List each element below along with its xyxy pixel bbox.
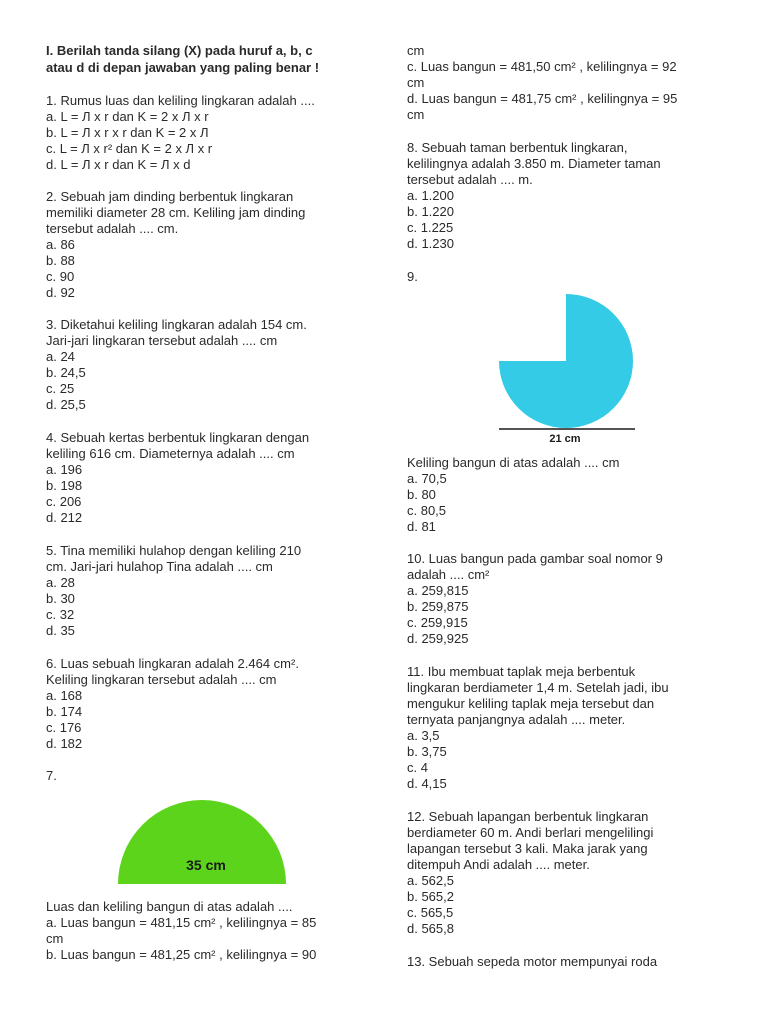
- question-text: 13. Sebuah sepeda motor mempunyai roda: [407, 954, 658, 969]
- option-b: b. 198: [46, 478, 83, 493]
- option-c: c. 565,5: [407, 905, 454, 920]
- option-a: a. 562,5: [407, 873, 454, 888]
- question-text: cm. Jari-jari hulahop Tina adalah .... cm: [46, 559, 273, 574]
- option-c: c. 206: [46, 494, 82, 509]
- option-d: d. 259,925: [407, 631, 469, 646]
- question-text: lingkaran berdiameter 1,4 m. Setelah jadi, ibu: [407, 680, 669, 695]
- semicircle-figure: [116, 794, 288, 886]
- option-d: d. 4,15: [407, 776, 447, 791]
- option-a: a. 196: [46, 462, 83, 477]
- question-number: 9.: [407, 269, 418, 284]
- three-quarter-circle-figure: [493, 290, 641, 448]
- option-a: a. 28: [46, 575, 75, 590]
- option-c: c. 4: [407, 760, 428, 775]
- option-d: d. 92: [46, 285, 75, 300]
- option-b: b. 1.220: [407, 204, 454, 219]
- question-text: Keliling bangun di atas adalah .... cm: [407, 455, 620, 470]
- option-b-unit: cm: [407, 43, 425, 58]
- question-text: kelilingnya adalah 3.850 m. Diameter taman: [407, 156, 661, 171]
- option-c: c. Luas bangun = 481,50 cm² , kelilingnya = 92: [407, 59, 677, 74]
- option-d: d. 35: [46, 623, 75, 638]
- option-b: b. L = Л x r x r dan K = 2 x Л: [46, 125, 209, 140]
- option-d: d. 81: [407, 519, 436, 534]
- option-b: b. 88: [46, 253, 75, 268]
- question-text: keliling 616 cm. Diameternya adalah .... cm: [46, 446, 295, 461]
- option-b: b. 30: [46, 591, 75, 606]
- question-text: 4. Sebuah kertas berbentuk lingkaran dengan: [46, 430, 310, 445]
- option-b: b. 24,5: [46, 365, 86, 380]
- question-text: 8. Sebuah taman berbentuk lingkaran,: [407, 140, 628, 155]
- question-text: tersebut adalah .... cm.: [46, 221, 179, 236]
- question-text: 5. Tina memiliki hulahop dengan keliling 210: [46, 543, 302, 558]
- option-c: c. 25: [46, 381, 75, 396]
- instruction-heading-line-2: atau d di depan jawaban yang paling benar !: [46, 60, 320, 75]
- option-c: c. 176: [46, 720, 82, 735]
- option-a: a. L = Л x r dan K = 2 x Л x r: [46, 109, 209, 124]
- question-text: 12. Sebuah lapangan berbentuk lingkaran: [407, 809, 649, 824]
- option-c: c. L = Л x r² dan K = 2 x Л x r: [46, 141, 213, 156]
- option-c: c. 32: [46, 607, 75, 622]
- question-text: adalah .... cm²: [407, 567, 490, 582]
- question-text: 2. Sebuah jam dinding berbentuk lingkaran: [46, 189, 294, 204]
- option-d: d. 1.230: [407, 236, 454, 251]
- option-b: b. 3,75: [407, 744, 447, 759]
- option-a: a. 168: [46, 688, 83, 703]
- question-text: mengukur keliling taplak meja tersebut dan: [407, 696, 655, 711]
- question-text: tersebut adalah .... m.: [407, 172, 533, 187]
- option-b: b. 259,875: [407, 599, 469, 614]
- question-text: ternyata panjangnya adalah .... meter.: [407, 712, 626, 727]
- option-a: a. 86: [46, 237, 75, 252]
- option-d-unit: cm: [407, 107, 425, 122]
- question-text: Jari-jari lingkaran tersebut adalah .... cm: [46, 333, 278, 348]
- option-d: d. 212: [46, 510, 83, 525]
- three-quarter-circle-shape: [499, 294, 633, 428]
- option-b: b. 80: [407, 487, 436, 502]
- option-b: b. 174: [46, 704, 83, 719]
- option-d: d. Luas bangun = 481,75 cm² , kelilingnya = 95: [407, 91, 678, 106]
- question-text: 6. Luas sebuah lingkaran adalah 2.464 cm².: [46, 656, 299, 671]
- option-c-unit: cm: [407, 75, 425, 90]
- question-text: Keliling lingkaran tersebut adalah .... cm: [46, 672, 277, 687]
- option-c: c. 90: [46, 269, 75, 284]
- instruction-heading-line-1: I. Berilah tanda silang (X) pada huruf a, b, c: [46, 43, 313, 58]
- diameter-label: 21 cm: [549, 433, 581, 445]
- question-text: 11. Ibu membuat taplak meja berbentuk: [407, 664, 636, 679]
- option-a: a. 259,815: [407, 583, 469, 598]
- option-d: d. L = Л x r dan K = Л x d: [46, 157, 191, 172]
- option-a-unit: cm: [46, 931, 64, 946]
- question-text: Luas dan keliling bangun di atas adalah ....: [46, 899, 293, 914]
- question-text: berdiameter 60 m. Andi berlari mengelilingi: [407, 825, 654, 840]
- option-c: c. 259,915: [407, 615, 468, 630]
- option-a: a. 3,5: [407, 728, 440, 743]
- question-text: 10. Luas bangun pada gambar soal nomor 9: [407, 551, 663, 566]
- option-a: a. 24: [46, 349, 75, 364]
- question-text: lapangan tersebut 3 kali. Maka jarak yang: [407, 841, 648, 856]
- question-number: 7.: [46, 768, 57, 783]
- option-a: a. 70,5: [407, 471, 447, 486]
- option-d: d. 565,8: [407, 921, 454, 936]
- semicircle-diameter-label: 35 cm: [186, 857, 226, 873]
- option-c: c. 80,5: [407, 503, 447, 518]
- option-d: d. 25,5: [46, 397, 86, 412]
- option-d: d. 182: [46, 736, 83, 751]
- question-text: ditempuh Andi adalah .... meter.: [407, 857, 590, 872]
- question-text: memiliki diameter 28 cm. Keliling jam dinding: [46, 205, 306, 220]
- option-b: b. 565,2: [407, 889, 454, 904]
- option-b: b. Luas bangun = 481,25 cm² , kelilingnya = 90: [46, 947, 317, 962]
- option-a: a. Luas bangun = 481,15 cm² , kelilingnya = 85: [46, 915, 317, 930]
- question-text: 3. Diketahui keliling lingkaran adalah 154 cm.: [46, 317, 307, 332]
- question-text: 1. Rumus luas dan keliling lingkaran adalah ....: [46, 93, 315, 108]
- option-a: a. 1.200: [407, 188, 454, 203]
- option-c: c. 1.225: [407, 220, 454, 235]
